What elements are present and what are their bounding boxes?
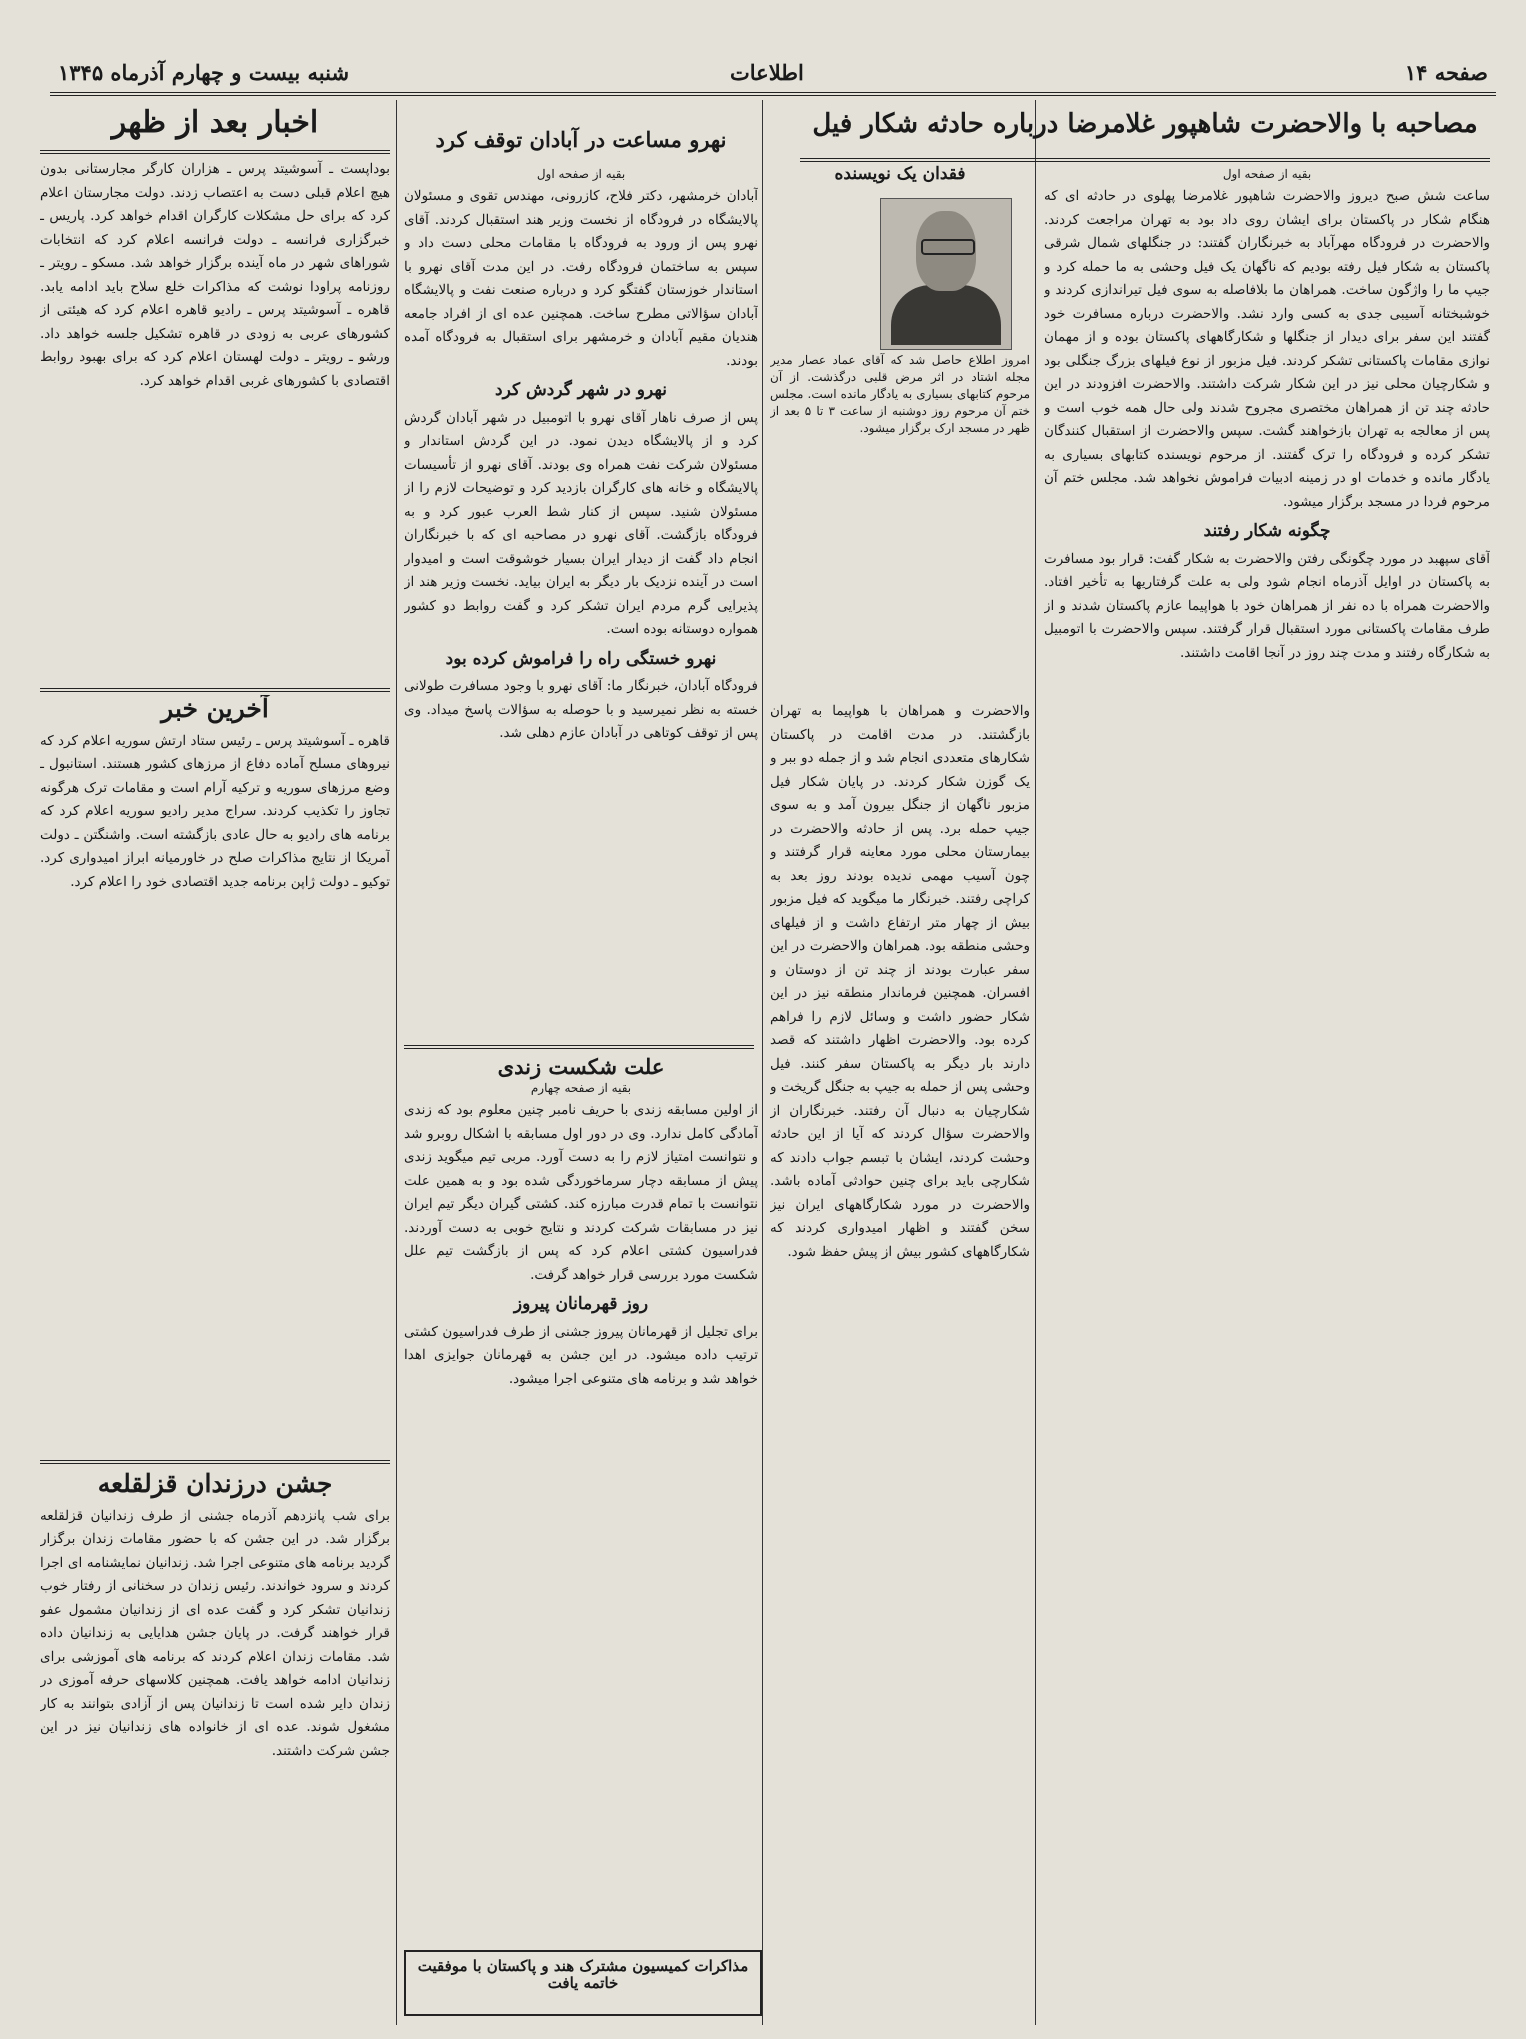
continued-note: بقیه از صفحه چهارم (530, 1081, 632, 1096)
left-column-top (40, 158, 390, 678)
portrait-photo (880, 198, 1012, 350)
wrestling-column (404, 1055, 758, 1945)
subhead: نهرو خستگی راه را فراموش کرده بود (445, 648, 717, 669)
section-rule (40, 1460, 390, 1464)
paper-name: اطلاعات (730, 60, 804, 85)
article-body: از اولین مسابقه زندی با حریف نامبر چنین معلوم بود که زندی آمادگی کامل ندارد. وی در دور اول مسابقه با اشکال روبرو شد و نتوانست امتیاز لازم را به دست آورد. مربی تیم میگوید زندی پیش از مسابقه دچار سرماخوردگی شده بود و به همین علت نتوانست با تمام قدرت مبارزه کند. کشتی گیران دیگر تیم ایران نیز در مسابقات شرکت کردند و نتایج خوبی به دست آوردند. فدراسیون کشتی اعلام کرد که پس از بازگشت تیم علل شکست مورد بررسی قرار خواهد گرفت. (404, 1102, 758, 1283)
issue-date: شنبه بیست و چهارم آذرماه ۱۳۴۵ (58, 60, 350, 85)
obituary-column (770, 700, 1030, 2020)
right-headline: مصاحبه با والاحضرت شاهپور غلامرضا درباره حادثه شکار فیل (812, 109, 1478, 139)
subhead: چگونه شکار رفتند (1203, 521, 1331, 541)
wrestling-headline: علت شکست زندی (497, 1055, 665, 1079)
abadan-headline: نهرو مساعت در آبادان توقف کرد (435, 127, 727, 152)
masthead-rule (50, 92, 1496, 96)
obituary-caption: امروز اطلاع حاصل شد که آقای عماد عصار مدیر مجله اشتاد در اثر مرض قلبی درگذشت. از آن مرحوم کتابهای بسیاری به یادگار مانده است. مجلس ختم آن مرحوم روز دوشنبه از ساعت ۳ تا ۵ بعد از ظهر در مسجد ارک برگزار میشود. (770, 353, 1030, 435)
section-rule (40, 688, 390, 692)
left-column-bottom (40, 1470, 390, 2020)
column-rule (762, 100, 763, 2025)
section-rule (404, 1045, 754, 1049)
article-body: برای تجلیل از قهرمانان پیروز جشنی از طرف فدراسیون کشتی ترتیب داده میشود. در این جشن به قهرمانان جوایزی اهدا خواهد شد و برنامه های متنوعی اجرا میشود. (404, 1323, 758, 1387)
subhead: نهرو در شهر گردش کرد (495, 380, 667, 400)
latest-news-headline: آخرین خبر (161, 695, 269, 723)
section-rule (800, 158, 1490, 162)
right-column (1044, 165, 1490, 2020)
article-body: فرودگاه آبادان، خبرنگار ما: آقای نهرو با وجود مسافرت طولانی خسته به نظر نمیرسید و با حوصله به سؤالات پاسخ میداد. وی پس از توقف کوتاهی در آبادان عازم دهلی شد. (404, 678, 758, 741)
article-body: والاحضرت و همراهان با هواپیما به تهران بازگشتند. در مدت اقامت در پاکستان شکارهای متعددی انجام شد و از جمله دو ببر و یک گوزن شکار کردند. در پایان شکار فیل مزبور ناگهان از جنگل بیرون آمد و به سوی جیپ حمله برد. پس از حادثه والاحضرت در بیمارستان محلی مورد معاینه قرار گرفتند و چون آسیب مهمی ندیده بودند روز بعد به کراچی رفتند. خبرنگار ما میگوید که فیل مزبور بیش از چهار متر ارتفاع داشت و از فیلهای وحشی منطقه بود. همراهان والاحضرت در این سفر عبارت بودند از چند تن از دوستان و افسران. همچنین فرماندار منطقه نیز در این شکار حضور داشت و وسائل لازم را فراهم کرده بود. والاحضرت اظهار داشتند که قصد دارند بار دیگر به پاکستان سفر کنند. فیل وحشی پس از حمله به جیپ به جنگل گریخت و شکارچیان به دنبال آن رفتند. خبرنگاران از والاحضرت سؤال کردند که آیا از این حادثه وحشت کردند، ایشان با تبسم جواب دادند که شکارچی باید برای چنین حوادثی آماده باشد. والاحضرت در مورد شکارگاههای ایران نیز سخن گفتند و اظهار امیدواری کردند که شکارگاههای کشور بیش از پیش حفظ شود. (770, 703, 1030, 1260)
obituary-headline: فقدان یک نویسنده (834, 165, 966, 184)
right-headline-block (800, 100, 1490, 160)
prison-headline: جشن درزندان قزلقلعه (97, 1470, 333, 1498)
article-body: برای شب پانزدهم آذرماه جشنی از طرف زندانیان قزلقلعه برگزار شد. در این جشن که با حضور مقامات زندان برگزار گردید برنامه های متنوعی اجرا شد. زندانیان نمایشنامه ای اجرا کردند و سرود خواندند. رئیس زندان در سخنانی از رفتار خوب زندانیان تشکر کرد و گفت عده ای از زندانیان مشمول عفو قرار خواهند گرفت. در پایان جشن هدایایی به زندانیان داده شد. مقامات زندان اعلام کردند که برنامه های آموزشی برای زندانیان ادامه خواهد یافت. همچنین کلاسهای حرفه آموزی در زندان دایر شده است تا زندانیان پس از آزادی بتوانند به کار مشغول شوند. عده ای از خانواده های زندانیان نیز در این جشن شرکت داشتند. (40, 1507, 390, 1759)
commission-headline-box (404, 1950, 762, 2016)
column-rule (1035, 100, 1036, 2025)
section-rule (40, 150, 390, 154)
commission-headline: مذاکرات کمیسیون مشترک هند و پاکستان با موفقیت خاتمه یافت (417, 1957, 749, 1993)
column-rule (396, 100, 397, 2025)
article-body: آقای سپهبد در مورد چگونگی رفتن والاحضرت به شکار گفت: قرار بود مسافرت به پاکستان در اوایل آذرماه انجام شود ولی به علت گرفتاریها به تأخیر افتاد. والاحضرت همراه با ده نفر از همراهان خود با هواپیما عازم پاکستان شدند و از طرف مقامات پاکستانی مورد استقبال قرار گرفتند. سپس والاحضرت با اتومبیل به شکارگاه رفتند و مدت چند روز در آنجا اقامت داشتند. (1044, 550, 1490, 661)
subhead: روز قهرمانان پیروز (513, 1294, 649, 1315)
continued-note: بقیه از صفحه اول (536, 167, 626, 181)
article-body: آبادان خرمشهر، دکتر فلاح، کازرونی، مهندس تقوی و مسئولان پالایشگاه در فرودگاه از نخست وزیر هند استقبال کردند. آقای نهرو پس از ورود به فرودگاه با مقامات محلی دست داد و سپس به ساختمان فرودگاه رفت. در این مدت آقای نهرو با استاندار خوزستان گفتگو کرد و درباره صنعت نفت و پالایشگاه آبادان سؤالاتی مطرح ساخت. همچنین عده ای از افراد جامعه هندیان مقیم آبادان و خرمشهر برای استقبال به فرودگاه آمده بودند. (404, 188, 758, 369)
continued-note: بقیه از صفحه اول (1222, 167, 1312, 181)
article-body: پس از صرف ناهار آقای نهرو با اتومبیل در شهر آبادان گردش کرد و از پالایشگاه دیدن نمود. در این گردش استاندار و مسئولان شرکت نفت همراه وی بودند. آقای نهرو از تأسیسات پالایشگاه و خانه های کارگران بازدید کرد و توضیحات لازم را از مسئولان شنید. سپس از کنار شط العرب عبور کرد و به فرودگاه بازگشت. آقای نهرو در مصاحبه ای که با خبرنگاران انجام داد گفت از دیدار ایران بسیار خوشوقت است و امیدوار است در آینده نزدیک بار دیگر به ایران بیاید. نخست وزیر هند از پذیرایی گرم مردم ایران تشکر کرد و گفت روابط دو کشور همواره دوستانه بوده است. (404, 409, 758, 637)
left-column-mid (40, 695, 390, 1455)
article-body: بوداپست ـ آسوشیتد پرس ـ هزاران کارگر مجارستانی بدون هیچ اعلام قبلی دست به اعتصاب زدند. دولت مجارستان اعلام کرد که برای حل مشکلات کارگران اقدام خواهد کرد. پاریس ـ خبرگزاری فرانسه ـ دولت فرانسه اعلام کرد که انتخابات شوراهای شهر در ماه آینده برگزار خواهد شد. مسکو ـ رویتر ـ روزنامه پراودا نوشت که مذاکرات خلع سلاح باید ادامه یابد. قاهره ـ آسوشیتد پرس ـ رادیو قاهره اعلام کرد که هیئتی از کشورهای عربی به زودی در قاهره تشکیل جلسه خواهد داد. ورشو ـ رویتر ـ دولت لهستان اعلام کرد که برای بهبود روابط اقتصادی با کشورهای غربی اقدام خواهد کرد. (40, 161, 390, 389)
left-headline: اخبار بعد از ظهر (111, 105, 319, 140)
masthead (50, 0, 1496, 90)
page-number: صفحه ۱۴ (1404, 60, 1488, 85)
left-headline-block (40, 100, 390, 150)
article-body: ساعت شش صبح دیروز والاحضرت شاهپور غلامرضا پهلوی در حادثه ای که هنگام شکار در پاکستان برای ایشان روی داد بود به تهران مراجعت کردند. والاحضرت در فرودگاه مهرآباد به خبرنگاران گفتند: در جنگلهای شمال شرقی پاکستان به شکار فیل رفته بودیم که ناگهان یک فیل وحشی به ما حمله کرد و جیپ ما را واژگون ساخت. همراهان ما بلافاصله به سوی فیل تیراندازی کردند و خوشبختانه آسیبی جدی به کسی وارد نشد. والاحضرت درباره مسافرت خود گفتند این سفر برای دیدار از جنگلها و شکارگاههای پاکستان بوده و از مهمان نوازی مقامات پاکستانی تشکر کردند. فیل مزبور از نوع فیلهای بزرگ جنگلی بود و شکارچیان محلی نیز در این شکار شرکت داشتند. والاحضرت افزودند در این حادثه چند تن از همراهان مختصری مجروح شدند ولی حال همه خوب است و پس از معالجه به تهران بازخواهند گشت. سپس والاحضرت از استقبال کنندگان تشکر کرده و فرودگاه را ترک گفتند. از مرحوم نویسنده کتابهای بسیاری به یادگار مانده و خدمات او در زمینه ادبیات فراموش نخواهد شد. مجلس ختم آن مرحوم فردا در مسجد برگزار میشود. (1044, 188, 1490, 510)
article-body: قاهره ـ آسوشیتد پرس ـ رئیس ستاد ارتش سوریه اعلام کرد که نیروهای مسلح آماده دفاع از مرزهای کشور هستند. استانبول ـ وضع مرزهای سوریه و ترکیه آرام است و مقامات ترک هرگونه تجاوز را تکذیب کردند. سراج مدیر رادیو سوریه اعلام کرد که برنامه های رادیو به حال عادی بازگشته است. واشنگتن ـ دولت آمریکا از نتایج مذاکرات صلح در خاورمیانه ابراز امیدواری کرد. توکیو ـ دولت ژاپن برنامه جدید اقتصادی خود را اعلام کرد. (40, 732, 390, 890)
abadan-headline-block (404, 120, 758, 160)
obituary-headline-block (770, 165, 1030, 195)
